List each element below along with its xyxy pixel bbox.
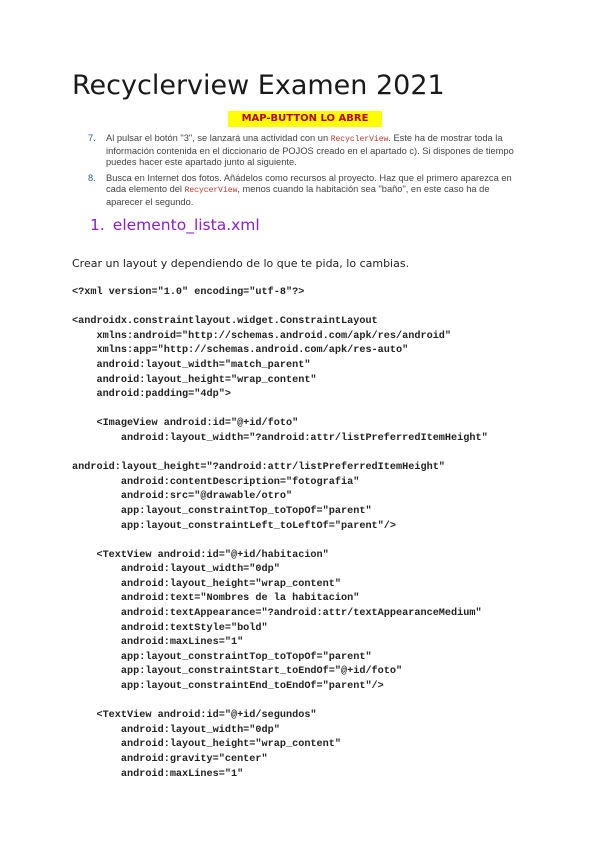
code-line: android:gravity="center" bbox=[72, 754, 268, 765]
code-line: android:layout_height="?android:attr/listPreferredItemHeight" bbox=[72, 462, 445, 474]
list-item-text-after: , menos cuando la habitación sea "baño", en este caso ha de aparecer el segundo. bbox=[106, 184, 490, 207]
code-line: android:textStyle="bold" bbox=[72, 622, 268, 634]
code-line: android:layout_height="wrap_content" bbox=[72, 578, 341, 590]
code-line: android:maxLines="1" bbox=[72, 768, 244, 780]
code-line: xmlns:app="http://schemas.android.com/apk/res-auto" bbox=[72, 345, 409, 357]
code-line: app:layout_constraintLeft_toLeftOf="parent"/> bbox=[72, 520, 397, 532]
list-item bbox=[88, 173, 518, 209]
code-line: android:layout_width="0dp" bbox=[72, 724, 280, 736]
code-line bbox=[72, 534, 572, 549]
code-line: app:layout_constraintTop_toTopOf="parent" bbox=[72, 651, 372, 663]
code-line bbox=[72, 301, 572, 316]
code-line: android:text="Nombres de la habitacion" bbox=[72, 593, 360, 605]
code-line: android:padding="4dp"> bbox=[72, 389, 231, 401]
inline-code: RecycerView bbox=[184, 186, 238, 195]
code-line bbox=[72, 447, 572, 462]
code-line: android:layout_width="?android:attr/listPreferredItemHeight" bbox=[72, 432, 488, 444]
highlighted-subtitle: MAP-BUTTON LO ABRE bbox=[228, 111, 382, 127]
list-item-text-before: Busca en Internet dos fotos. Añádelos como recursos al proyecto. Haz que el primero aparezca en cada elemento del bbox=[106, 172, 512, 194]
intro-paragraph: Crear un layout y dependiendo de lo que te pida, lo cambias. bbox=[72, 257, 410, 270]
code-line: <androidx.constraintlayout.widget.ConstraintLayout bbox=[72, 316, 378, 328]
list-item-number: 8. bbox=[88, 172, 96, 183]
code-block bbox=[72, 286, 572, 782]
page-title: Recyclerview Examen 2021 bbox=[72, 70, 445, 101]
numbered-list bbox=[88, 133, 518, 212]
code-line: android:layout_width="0dp" bbox=[72, 564, 280, 576]
code-line: app:layout_constraintStart_toEndOf="@+id/foto" bbox=[72, 666, 403, 678]
code-line: android:src="@drawable/otro" bbox=[72, 491, 293, 503]
list-item-text-before: Al pulsar el botón "3", se lanzará una actividad con un bbox=[106, 133, 331, 143]
inline-code: RecyclerView bbox=[330, 135, 389, 144]
code-line: android:layout_height="wrap_content" bbox=[72, 739, 341, 751]
code-line: android:textAppearance="?android:attr/textAppearanceMedium" bbox=[72, 608, 482, 620]
code-line: <TextView android:id="@+id/habitacion" bbox=[72, 549, 329, 561]
code-line: android:contentDescription="fotografia" bbox=[72, 476, 360, 488]
code-line: app:layout_constraintTop_toTopOf="parent" bbox=[72, 505, 372, 517]
code-line: <TextView android:id="@+id/segundos" bbox=[72, 710, 317, 722]
code-line: app:layout_constraintEnd_toEndOf="parent"/> bbox=[72, 681, 384, 693]
section-title: elemento_lista.xml bbox=[112, 216, 260, 234]
list-item bbox=[88, 133, 518, 169]
code-line: <ImageView android:id="@+id/foto" bbox=[72, 418, 299, 430]
section-heading bbox=[90, 216, 260, 234]
code-line: android:layout_width="match_parent" bbox=[72, 359, 311, 371]
code-line: <?xml version="1.0" encoding="utf-8"?> bbox=[72, 287, 305, 298]
code-line: xmlns:android="http://schemas.android.com/apk/res/android" bbox=[72, 330, 452, 342]
code-line: android:layout_height="wrap_content" bbox=[72, 374, 317, 386]
code-line bbox=[72, 695, 572, 710]
list-item-text-after: . Este ha de mostrar toda la información contenida en el diccionario de POJOS creado en el apartado c). Si dispones de tiempo puedes hacer este apartado junto al siguiente. bbox=[106, 133, 514, 167]
code-line bbox=[72, 403, 572, 418]
section-number: 1. bbox=[90, 216, 105, 234]
list-item-number: 7. bbox=[88, 133, 96, 143]
code-line: android:maxLines="1" bbox=[72, 637, 244, 649]
